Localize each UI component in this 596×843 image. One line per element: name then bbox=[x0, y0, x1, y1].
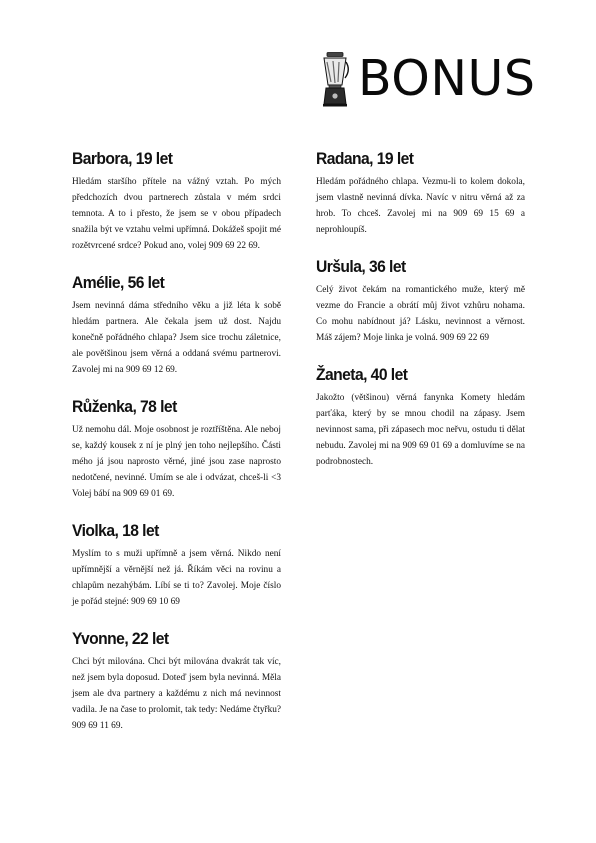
ad-title: Violka, 18 let bbox=[72, 521, 159, 540]
ad-title: Barbora, 19 let bbox=[72, 149, 173, 168]
personal-ad bbox=[72, 396, 281, 502]
personal-ad bbox=[72, 148, 281, 254]
ad-text: Celý život čekám na romantického muže, který mě vezme do Francie a obrátí můj život vzhůru nohama. Co mohu nabídnout já? Lásku, nevinnost a věrnost. Máš zájem? Moje linka je volná. 909 69 22 69 bbox=[316, 285, 525, 343]
blender-icon bbox=[320, 52, 350, 107]
ad-title: Uršula, 36 let bbox=[316, 257, 406, 276]
ad-text: Myslím to s muži upřímně a jsem věrná. Nikdo není upřímnější a věrnější než já. Říkám věci na rovinu a chlapům nezahýbám. Líbí se ti to? Zavolej. Moje číslo je pořád stejné: 909 69 10 69 bbox=[72, 549, 281, 607]
ad-title: Žaneta, 40 let bbox=[316, 365, 408, 384]
ad-text: Už nemohu dál. Moje osobnost je roztříštěna. Ale neboj se, každý kousek z ní je plný jen toho nejlepšího. Části mého já jsou naprosto věrné, jiné jsou zase naprosto nedotčené, nevinné. Umím se ale i odvázat, chceš-li <3 Volej bábí na 909 69 01 69. bbox=[72, 425, 281, 499]
personal-ad bbox=[316, 148, 525, 238]
ad-title: Amélie, 56 let bbox=[72, 273, 165, 292]
ad-title: Radana, 19 let bbox=[316, 149, 414, 168]
ad-text: Chci být milována. Chci být milována dvakrát tak víc, než jsem byla doposud. Doteď jsem byla nevinná. Měla jsem ale dva partnery a každému z nich má nevinnost vadila. Je na čase to prolomit, tak tedy: Nedáme čtyřku? 909 69 11 69. bbox=[72, 657, 281, 731]
personal-ad bbox=[72, 520, 281, 610]
personal-ad bbox=[72, 272, 281, 378]
page-header bbox=[318, 50, 536, 108]
ad-text: Jakožto (většinou) věrná fanynka Komety hledám parťáka, který by se mnou chodil na zápasy. Jsem nevinnost sama, při zápasech moc neřvu, ostudu ti dělat nebudu. Zavolej mi na 909 69 01 69 a domluvíme se na podrobnostech. bbox=[316, 393, 525, 467]
ad-text: Hledám staršího přítele na vážný vztah. Po mých předchozích dvou partnerech zůstala v mém srdci temnota. A to i přesto, že jsem se v obou případech snažila být ve vztahu velmi upřímná. Dokážeš spojit mé rozětvrcené srdce? Pokud ano, volej 909 69 22 69. bbox=[72, 177, 281, 251]
brand-title: BONUS bbox=[358, 50, 536, 107]
right-column bbox=[316, 148, 525, 488]
personal-ad bbox=[72, 628, 281, 734]
ad-text: Jsem nevinná dáma středního věku a již léta k sobě hledám partnera. Ale čekala jsem už dost. Najdu konečně pořádného chlapa? Jsem sice trochu záletnice, ale povětšinou jsem věrná a oddaná svému partnerovi. Zavolej mi na 909 69 12 69. bbox=[72, 301, 281, 375]
personal-ad bbox=[316, 256, 525, 346]
personal-ad bbox=[316, 364, 525, 470]
ad-title: Růženka, 78 let bbox=[72, 397, 177, 416]
ad-text: Hledám pořádného chlapa. Vezmu-li to kolem dokola, jsem vlastně nevinná dívka. Navíc v nitru věrná až za hrob. To chceš. Zavolej mi na 909 69 15 69 a neprohloupíš. bbox=[316, 177, 525, 235]
left-column bbox=[72, 148, 281, 752]
ad-title: Yvonne, 22 let bbox=[72, 629, 169, 648]
